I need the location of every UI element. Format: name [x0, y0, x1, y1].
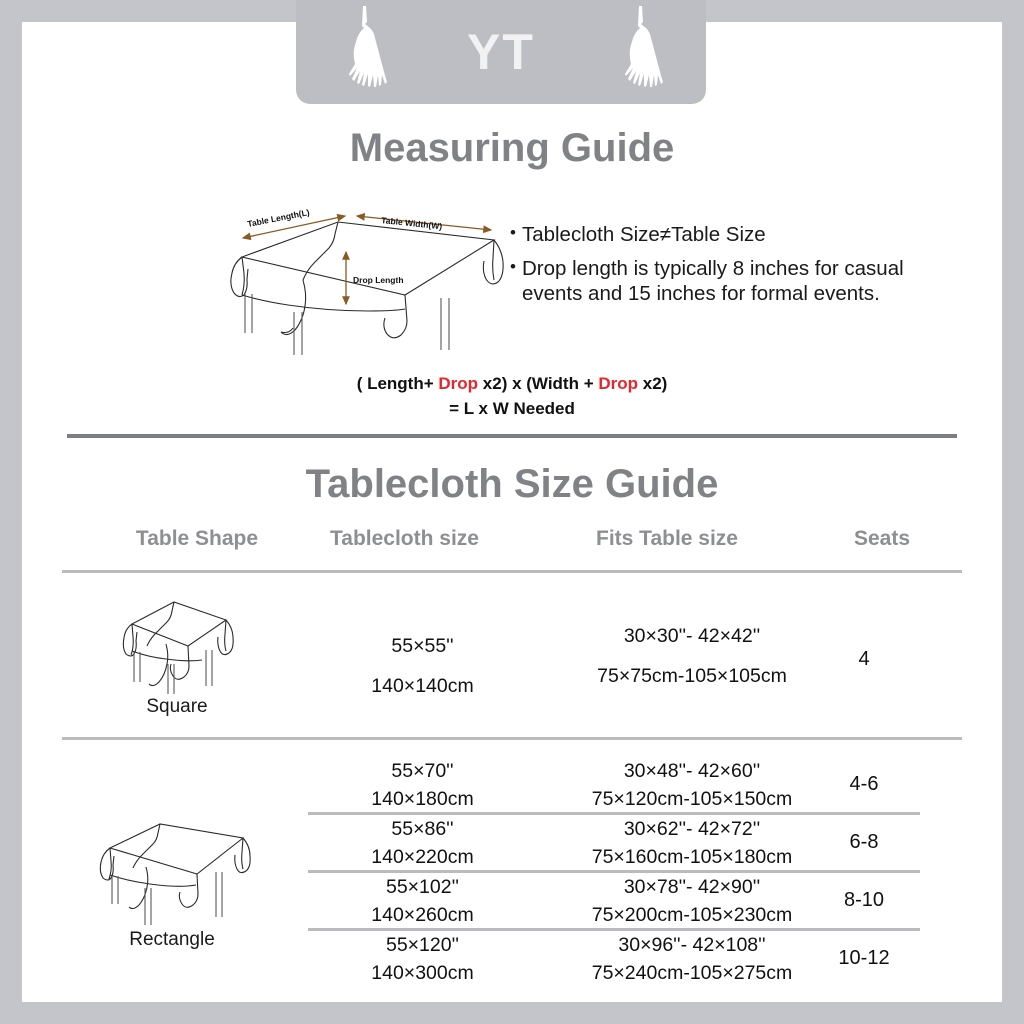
bullet-text: Drop length is typically 8 inches for casual events and 15 inches for formal events.: [521, 257, 904, 305]
table-header-row: [62, 527, 962, 567]
label-table-width: Table Width(W): [380, 215, 443, 232]
size-cm: 140×180cm: [371, 788, 474, 811]
cell-seats: 10-12: [838, 947, 890, 969]
formula-part: x2) x (Width +: [478, 374, 599, 393]
fits-inches: 30×30''- 42×42'': [623, 625, 761, 647]
label-drop-length: Drop Length: [353, 275, 404, 285]
cell-tablecloth-size: [300, 757, 545, 814]
cell-seats: 4-6: [849, 773, 879, 795]
shape-cell-square: [62, 594, 292, 718]
column-header-seats: Seats: [853, 527, 911, 550]
size-formula: [22, 372, 1002, 421]
list-item: [510, 256, 910, 306]
fits-cm: 75×75cm-105×105cm: [597, 665, 787, 688]
size-cm: 140×300cm: [371, 962, 474, 985]
cell-tablecloth-size: [300, 873, 545, 930]
column-header-tablecloth-size: Tablecloth size: [330, 527, 479, 550]
column-header-shape: Table Shape: [135, 527, 259, 550]
fits-cm: 75×240cm-105×275cm: [591, 962, 793, 985]
size-cm: 140×260cm: [371, 904, 474, 927]
measuring-guide-title: Measuring Guide: [349, 126, 675, 170]
cell-seats: 4: [858, 648, 870, 670]
fits-inches: 30×78''- 42×90'': [623, 876, 761, 898]
cell-seats: 8-10: [843, 889, 885, 911]
section-divider: [67, 434, 957, 438]
fits-cm: 75×120cm-105×150cm: [591, 788, 793, 811]
formula-line-1: [22, 372, 1002, 397]
formula-part: x2): [638, 374, 668, 393]
formula-drop-highlight: Drop: [438, 374, 479, 393]
brand-logo-text: YT: [467, 24, 535, 80]
shape-cell-rectangle: [57, 812, 287, 951]
shape-label: Rectangle: [129, 929, 215, 950]
fits-cm: 75×160cm-105×180cm: [591, 846, 793, 869]
label-table-length: Table Length(L): [246, 207, 311, 229]
measuring-diagram: [205, 200, 505, 355]
formula-line-2: = L x W Needed: [449, 398, 575, 418]
bullet-dot-icon: •: [510, 223, 516, 242]
list-item: [510, 222, 910, 247]
formula-drop-highlight: Drop: [598, 374, 639, 393]
size-guide-title: Tablecloth Size Guide: [305, 462, 719, 506]
brand-banner: [296, 0, 706, 104]
measuring-bullets: [510, 222, 910, 315]
formula-part: ( Length+: [356, 374, 439, 393]
square-table-icon: [102, 594, 252, 694]
cell-tablecloth-size: [300, 632, 545, 701]
cell-seats: 6-8: [849, 831, 879, 853]
size-inches: 55×102'': [385, 876, 460, 898]
cell-tablecloth-size: [300, 931, 545, 988]
size-inches: 55×55'': [391, 635, 454, 657]
size-cm: 140×220cm: [371, 846, 474, 869]
shape-label: Square: [146, 696, 208, 717]
bullet-text: Tablecloth Size≠Table Size: [521, 223, 766, 246]
table-header-divider: [62, 570, 962, 573]
fits-inches: 30×96''- 42×108'': [618, 934, 766, 956]
size-inches: 55×70'': [391, 760, 454, 782]
rectangle-table-icon: [85, 812, 260, 927]
size-cm: 140×140cm: [371, 675, 474, 698]
fits-inches: 30×48''- 42×60'': [623, 760, 761, 782]
table-row-divider: [62, 737, 962, 740]
fits-cm: 75×200cm-105×230cm: [591, 904, 793, 927]
page-frame: [22, 22, 1002, 1002]
column-header-fits-table-size: Fits Table size: [596, 527, 738, 550]
size-inches: 55×86'': [391, 818, 454, 840]
fits-inches: 30×62''- 42×72'': [623, 818, 761, 840]
size-inches: 55×120'': [385, 934, 460, 956]
bullet-dot-icon: •: [510, 257, 516, 276]
cell-tablecloth-size: [300, 815, 545, 872]
